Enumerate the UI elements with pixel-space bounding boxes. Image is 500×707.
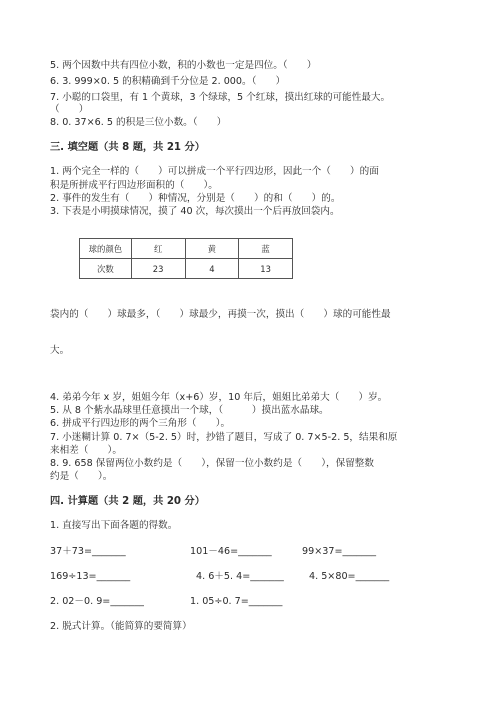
fill-question-2: 2. 事件的发生有（ ）种情况，分别是（ ）的和（ ）的。 <box>50 193 341 204</box>
calc-item: 169÷13=_______ <box>50 571 131 582</box>
calc-item: 99×37=_______ <box>302 546 377 557</box>
judge-question-5: 5. 两个因数中共有四位小数，积的小数也一定是四位。（ ） <box>50 60 317 71</box>
calc-question-2: 2. 脱式计算。（能简算的要简算） <box>50 621 192 632</box>
fill-question-7-cont: 来相差（ ）。 <box>50 445 122 456</box>
calc-item: 4. 5×80=_______ <box>309 571 390 582</box>
calc-item: 2. 02－0. 9=_______ <box>50 596 144 607</box>
ball-draw-table <box>79 238 293 279</box>
table-cell: 次数 <box>80 259 132 279</box>
judge-question-7: 7. 小聪的口袋里，有 1 个黄球，3 个绿球，5 个红球，摸出红球的可能性最大。 <box>50 92 391 103</box>
fill-question-3: 3. 下表是小明摸球情况，摸了 40 次，每次摸出一个后再放回袋内。 <box>50 206 340 217</box>
table-cell: 球的颜色 <box>80 239 132 259</box>
table-cell: 蓝 <box>239 239 293 259</box>
fill-question-3-blanks: 袋内的（ ）球最多，（ ）球最少，再摸一次，摸出（ ）球的可能性最 <box>50 309 391 320</box>
calc-question-1: 1. 直接写出下面各题的得数。 <box>50 520 178 531</box>
section-fill-blank-heading: 三. 填空题（共 8 题，共 21 分） <box>50 142 205 153</box>
judge-question-8: 8. 0. 37×6. 5 的积是三位小数。（ ） <box>50 117 227 128</box>
judge-question-6: 6. 3. 999×0. 5 的积精确到千分位是 2. 000。（ ） <box>50 76 286 87</box>
table-cell: 4 <box>185 259 239 279</box>
fill-question-6: 6. 拼成平行四边形的两个三角形（ ）。 <box>50 418 231 429</box>
fill-question-1-cont: 积是所拼成平行四边形面积的（ ）。 <box>50 180 218 191</box>
fill-question-4: 4. 弟弟今年 x 岁，姐姐今年（x+6）岁，10 年后，姐姐比弟弟大（ ）岁。 <box>50 392 388 403</box>
calc-item: 37＋73=_______ <box>50 546 126 557</box>
table-cell: 13 <box>239 259 293 279</box>
calc-item: 1. 05÷0. 7=_______ <box>190 596 283 607</box>
table-cell: 红 <box>131 239 185 259</box>
judge-question-7-cont: （ ） <box>50 104 89 115</box>
fill-question-7: 7. 小迷糊计算 0. 7×（5-2. 5）时，抄错了题目，写成了 0. 7×5-2. 5，结果和原 <box>50 432 398 443</box>
calc-item: 101－46=_______ <box>190 546 272 557</box>
table-cell: 23 <box>131 259 185 279</box>
fill-question-1: 1. 两个完全一样的（ ）可以拼成一个平行四边形，因此一个（ ）的面 <box>50 166 379 177</box>
calc-item: 4. 6＋5. 4=_______ <box>196 571 284 582</box>
fill-question-5: 5. 从 8 个紫水晶球里任意摸出一个球，（ ）摸出蓝水晶球。 <box>50 405 329 416</box>
section-calculation-heading: 四. 计算题（共 2 题，共 20 分） <box>50 496 205 507</box>
fill-question-3-cont: 大。 <box>50 345 70 356</box>
table-row <box>80 259 293 279</box>
table-cell: 黄 <box>185 239 239 259</box>
fill-question-8: 8. 9. 658 保留两位小数约是（ ），保留一位小数约是（ ），保留整数 <box>50 458 374 469</box>
table-header-row <box>80 239 293 259</box>
fill-question-8-cont: 约是（ ）。 <box>50 471 113 482</box>
